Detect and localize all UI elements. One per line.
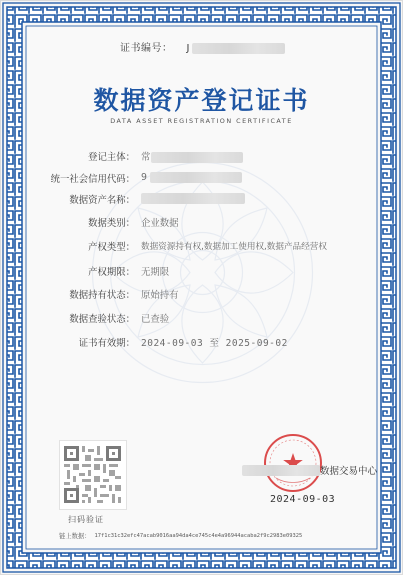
field-value: 无期限 bbox=[141, 266, 170, 278]
field-holding-status bbox=[20, 286, 355, 301]
field-value: 数据资源持有权,数据加工使用权,数据产品经营权 bbox=[141, 241, 327, 252]
field-value: 2024-09-03 至 2025-09-02 bbox=[141, 337, 288, 349]
issuer bbox=[242, 463, 377, 477]
field-value-text: 常 bbox=[141, 151, 151, 163]
certificate-number bbox=[120, 39, 285, 54]
field-label: 数据资产名称： bbox=[69, 194, 135, 206]
field-label: 产权期限： bbox=[88, 266, 135, 278]
redaction-blur bbox=[192, 43, 285, 54]
issuer-name: 数据交易中心 bbox=[320, 466, 378, 477]
field-registrant bbox=[20, 148, 355, 163]
chain-hash-value: 17f1c31c32efc47acab9016aa94da4ce745c4e4a96944acaba2f9c2983e09325 bbox=[94, 532, 303, 539]
field-value: 原始持有 bbox=[141, 289, 179, 301]
field-label: 登记主体： bbox=[88, 151, 135, 163]
issue-date: 2024-09-03 bbox=[270, 494, 336, 505]
certificate-number-value: J bbox=[186, 43, 190, 54]
field-asset-name bbox=[20, 191, 355, 206]
redaction-blur bbox=[242, 465, 320, 476]
field-value: 企业数据 bbox=[141, 217, 179, 229]
field-value bbox=[137, 193, 355, 204]
field-validity-period bbox=[20, 334, 355, 349]
field-credit-code bbox=[20, 170, 355, 185]
field-value: 已查验 bbox=[141, 313, 170, 325]
redaction-blur bbox=[151, 152, 243, 163]
field-label: 数据查验状态： bbox=[69, 313, 135, 325]
scan-verify-label: 扫码验证 bbox=[68, 515, 104, 524]
certificate-title: 数据资产登记证书 bbox=[93, 86, 310, 115]
field-label: 产权类型： bbox=[88, 241, 135, 253]
field-value bbox=[137, 172, 355, 183]
field-value-text: 9 bbox=[141, 172, 147, 183]
redaction-blur bbox=[141, 193, 245, 204]
field-label: 数据类别： bbox=[88, 217, 135, 229]
chain-hash-label: 链上数据： bbox=[59, 533, 91, 540]
chain-hash bbox=[59, 531, 302, 540]
field-property-term bbox=[20, 263, 355, 278]
field-label: 统一社会信用代码： bbox=[50, 173, 135, 185]
certificate-number-label: 证书编号： bbox=[120, 43, 173, 54]
qr-code-blurred bbox=[64, 446, 121, 503]
field-label: 证书有效期： bbox=[78, 337, 135, 349]
field-data-category bbox=[20, 214, 355, 229]
field-label: 数据持有状态： bbox=[69, 289, 135, 301]
field-verification-status bbox=[20, 310, 355, 325]
field-value bbox=[137, 149, 355, 163]
qr-code-icon[interactable] bbox=[59, 440, 127, 510]
field-property-type bbox=[20, 238, 355, 253]
certificate-subtitle: DATA ASSET REGISTRATION CERTIFICATE bbox=[110, 117, 293, 125]
redaction-blur bbox=[150, 172, 242, 183]
